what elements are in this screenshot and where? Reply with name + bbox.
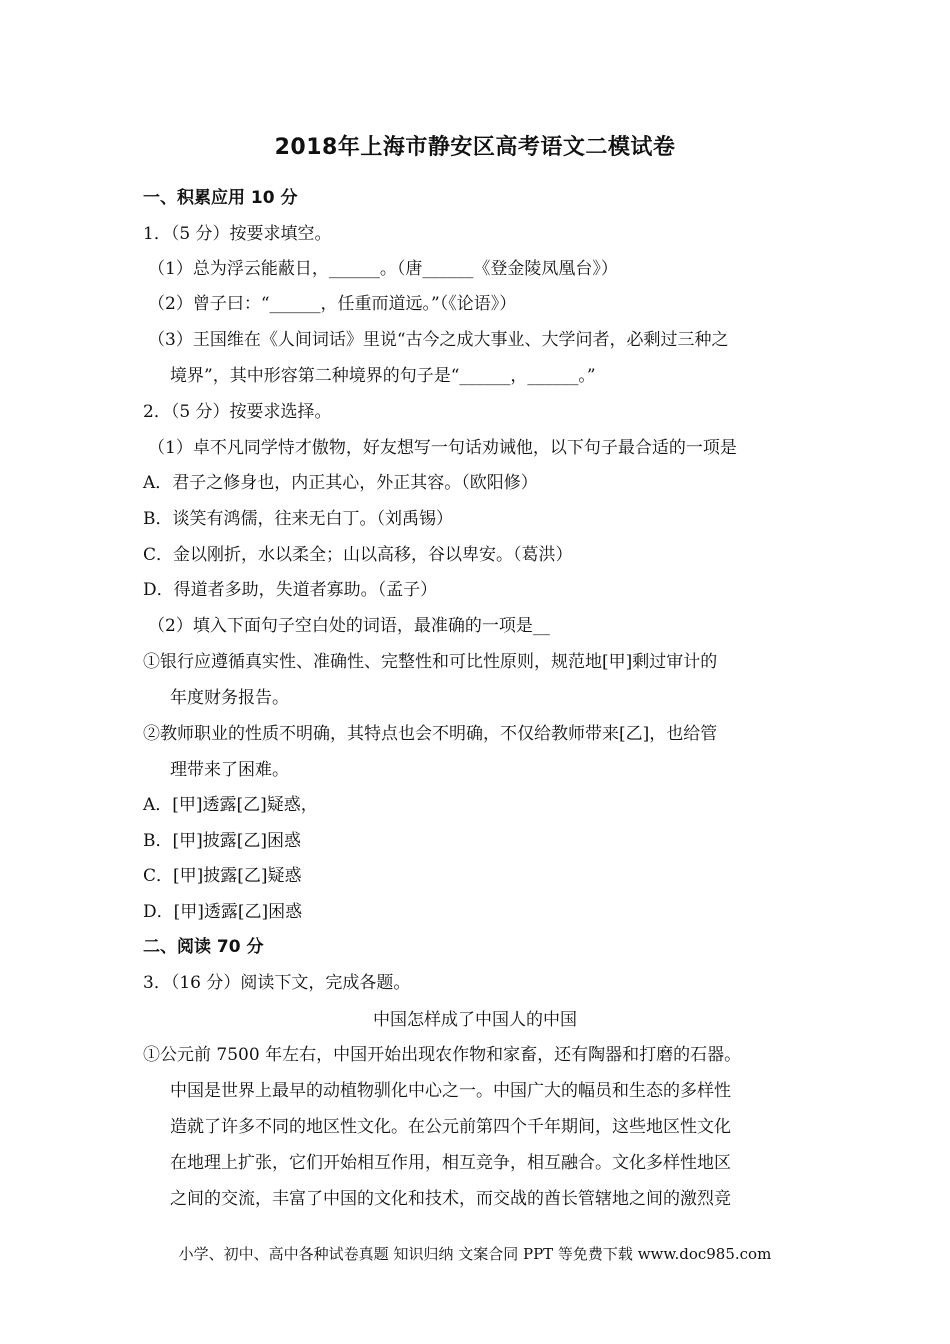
question-2-part-2: （2）填入下面句子空白处的词语，最准确的一项是__	[148, 616, 550, 636]
question-2-part-2-sentence-2-line-1: ②教师职业的性质不明确，其特点也会不明确，不仅给教师带来[乙]，也给管	[143, 724, 718, 744]
question-2-part-2-option-b: B．[甲]披露[乙]困惑	[143, 831, 302, 851]
question-2-part-2-sentence-2-line-2: 理带来了困难。	[170, 760, 289, 780]
passage-title: 中国怎样成了中国人的中国	[373, 1010, 577, 1030]
question-2-part-2-option-d: D．[甲]透露[乙]困惑	[143, 902, 303, 922]
passage-paragraph-1-line-3: 造就了许多不同的地区性文化。在公元前第四个千年期间，这些地区性文化	[170, 1117, 731, 1137]
question-1-stem: 1．（5 分）按要求填空。	[143, 224, 332, 244]
passage-paragraph-1-line-4: 在地理上扩张，它们开始相互作用，相互竞争，相互融合。文化多样性地区	[170, 1153, 731, 1173]
question-2-part-2-option-c: C．[甲]披露[乙]疑惑	[143, 866, 302, 886]
section-heading-accumulation: 一、积累应用 10 分	[143, 188, 298, 208]
question-1-item-3-line-1: （3）王国维在《人间词话》里说“古今之成大事业、大学问者，必剩过三种之	[148, 330, 729, 350]
question-2-part-2-option-a: A．[甲]透露[乙]疑惑，	[143, 795, 318, 815]
document-title: 2018年上海市静安区高考语文二模试卷	[274, 135, 676, 160]
question-2-part-1-option-a: A．君子之修身也，内正其心，外正其容。（欧阳修）	[143, 473, 538, 493]
question-2-part-1: （1）卓不凡同学恃才傲物，好友想写一句话劝诫他，以下句子最合适的一项是	[148, 438, 737, 458]
question-2-part-1-option-d: D．得道者多助，失道者寡助。（孟子）	[143, 580, 438, 600]
section-heading-reading: 二、阅读 70 分	[143, 937, 264, 957]
question-2-part-2-sentence-1-line-2: 年度财务报告。	[170, 688, 289, 708]
question-3-stem: 3．（16 分）阅读下文，完成各题。	[143, 973, 411, 993]
question-2-part-1-option-b: B．谈笑有鸿儒，往来无白丁。（刘禹锡）	[143, 509, 453, 529]
page-footer: 小学、初中、高中各种试卷真题 知识归纳 文案合同 PPT 等免费下载 www.doc985.com	[178, 1245, 772, 1263]
question-1-item-3-line-2: 境界”，其中形容第二种境界的句子是“______，______。”	[170, 366, 596, 386]
question-2-stem: 2．（5 分）按要求选择。	[143, 402, 332, 422]
question-1-item-2: （2）曾子曰：“______，任重而道远。”（《论语》）	[148, 294, 517, 314]
question-2-part-2-sentence-1-line-1: ①银行应遵循真实性、准确性、完整性和可比性原则，规范地[甲]剩过审计的	[143, 652, 718, 672]
passage-paragraph-1-line-2: 中国是世界上最早的动植物驯化中心之一。中国广大的幅员和生态的多样性	[170, 1081, 731, 1101]
passage-paragraph-1-line-1: ①公元前 7500 年左右，中国开始出现农作物和家畜，还有陶器和打磨的石器。	[143, 1045, 742, 1065]
question-1-item-1: （1）总为浮云能蔽日，______。（唐______《登金陵凤凰台》）	[148, 259, 618, 279]
question-2-part-1-option-c: C．金以刚折，水以柔全；山以高移，谷以卑安。（葛洪）	[143, 545, 573, 565]
passage-paragraph-1-line-5: 之间的交流，丰富了中国的文化和技术，而交战的酋长管辖地之间的激烈竞	[170, 1189, 731, 1209]
